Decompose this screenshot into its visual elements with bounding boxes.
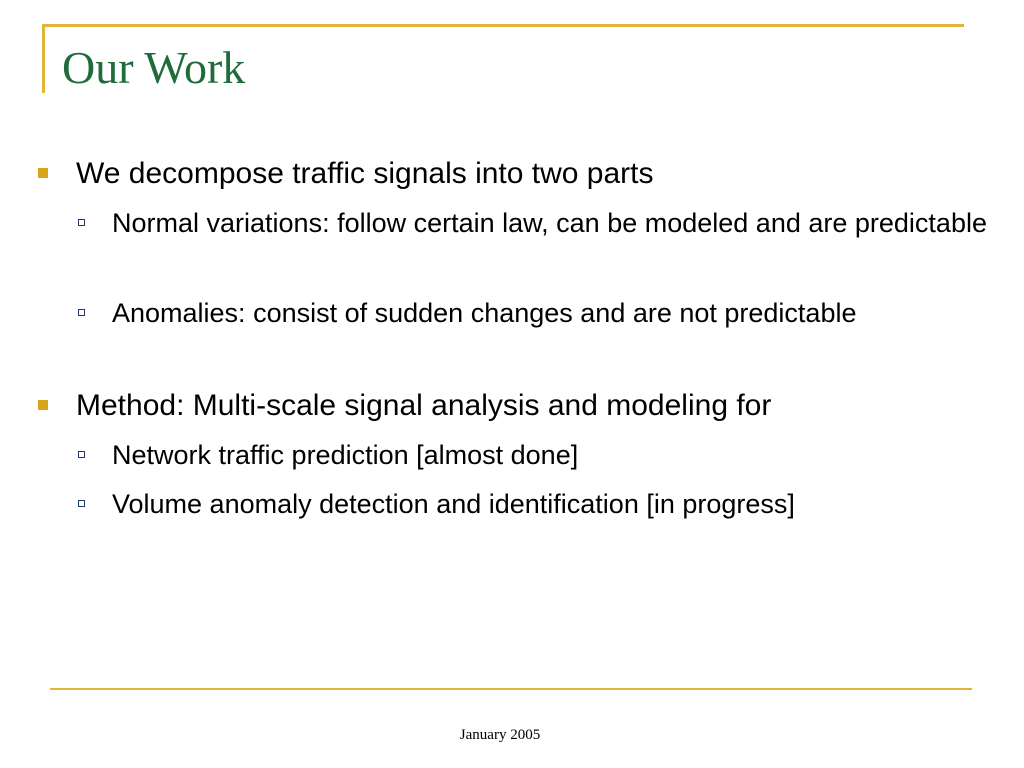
bullet-text: Method: Multi-scale signal analysis and modeling for <box>76 389 772 422</box>
sub-bullet-text: Network traffic prediction [almost done] <box>112 440 579 470</box>
hollow-square-bullet-icon <box>78 219 85 226</box>
title-frame-left-rule <box>42 24 45 93</box>
hollow-square-bullet-icon <box>78 451 85 458</box>
hollow-square-bullet-icon <box>78 309 85 316</box>
footer-rule <box>50 688 972 690</box>
slide-title: Our Work <box>62 42 246 93</box>
sub-bullet-text: Normal variations: follow certain law, can be modeled and are predictable <box>112 208 987 238</box>
title-frame-top-rule <box>42 24 964 27</box>
sub-bullet-text: Volume anomaly detection and identification [in progress] <box>112 489 795 519</box>
square-bullet-icon <box>38 400 48 410</box>
sub-bullet-text: Anomalies: consist of sudden changes and are not predictable <box>112 298 857 328</box>
hollow-square-bullet-icon <box>78 500 85 507</box>
square-bullet-icon <box>38 168 48 178</box>
footer-date: January 2005 <box>459 727 541 743</box>
bullet-text: We decompose traffic signals into two parts <box>76 157 654 190</box>
